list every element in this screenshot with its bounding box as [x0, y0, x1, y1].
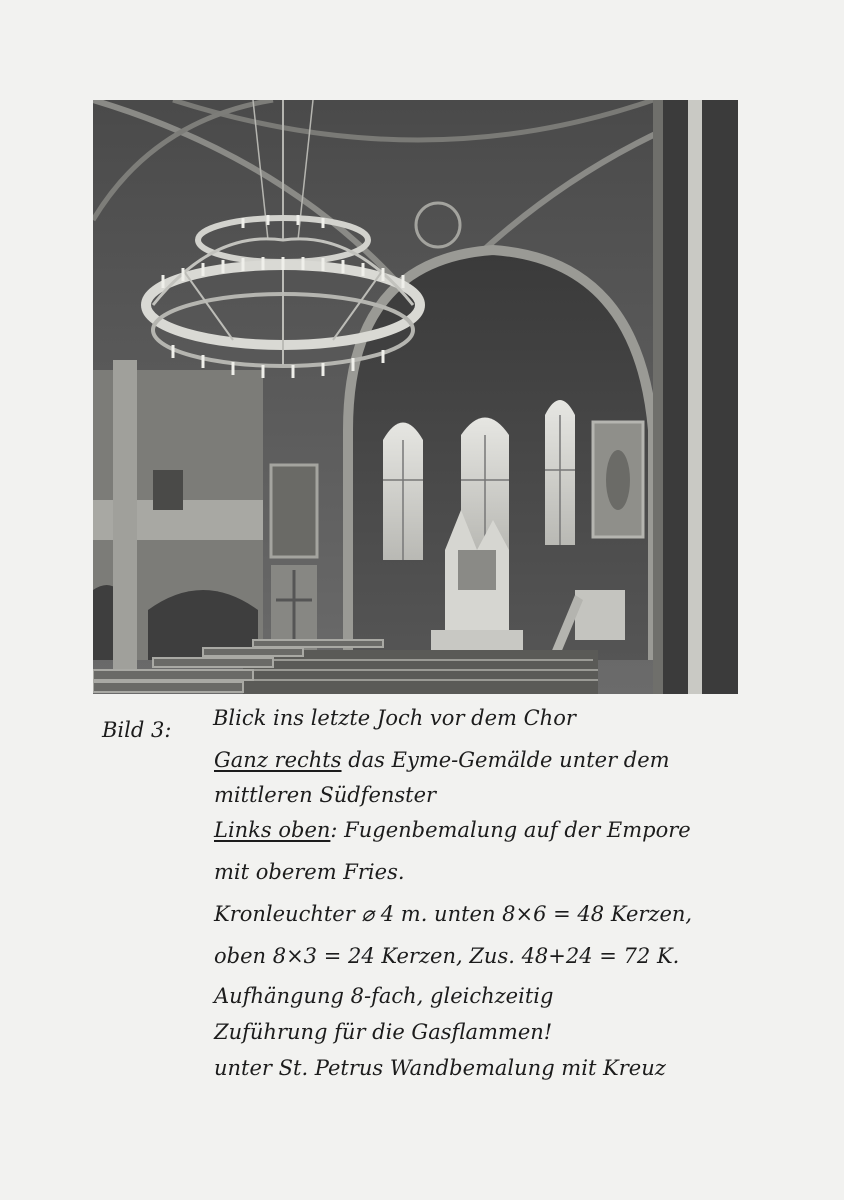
note-line: Zuführung für die Gasflammen! [214, 1020, 553, 1044]
note-line: unter St. Petrus Wandbemalung mit Kreuz [214, 1056, 666, 1080]
caption-entry [214, 748, 670, 772]
caption-entry-text: das Eyme-Gemälde unter dem [341, 748, 670, 772]
caption-entry-head: Links oben [214, 818, 331, 842]
caption-entry-head: Ganz rechts [214, 748, 342, 772]
note-line: Aufhängung 8-fach, gleichzeitig [214, 984, 554, 1008]
note-line: oben 8×3 = 24 Kerzen, Zus. 48+24 = 72 K. [214, 944, 680, 968]
caption-entry [214, 783, 436, 807]
caption-title: Blick ins letzte Joch vor dem Chor [213, 706, 576, 730]
caption-entry-text: : Fugenbemalung auf der Empore [330, 818, 691, 842]
caption-entry [214, 818, 691, 842]
note-line: Kronleuchter ⌀ 4 m. unten 8×6 = 48 Kerzen, [214, 902, 693, 926]
caption-entry-text: mittleren Südfenster [214, 783, 437, 807]
caption-entry-text: mit oberem Fries. [214, 860, 405, 884]
caption-label: Bild 3: [102, 718, 172, 742]
caption-entry [214, 860, 405, 884]
